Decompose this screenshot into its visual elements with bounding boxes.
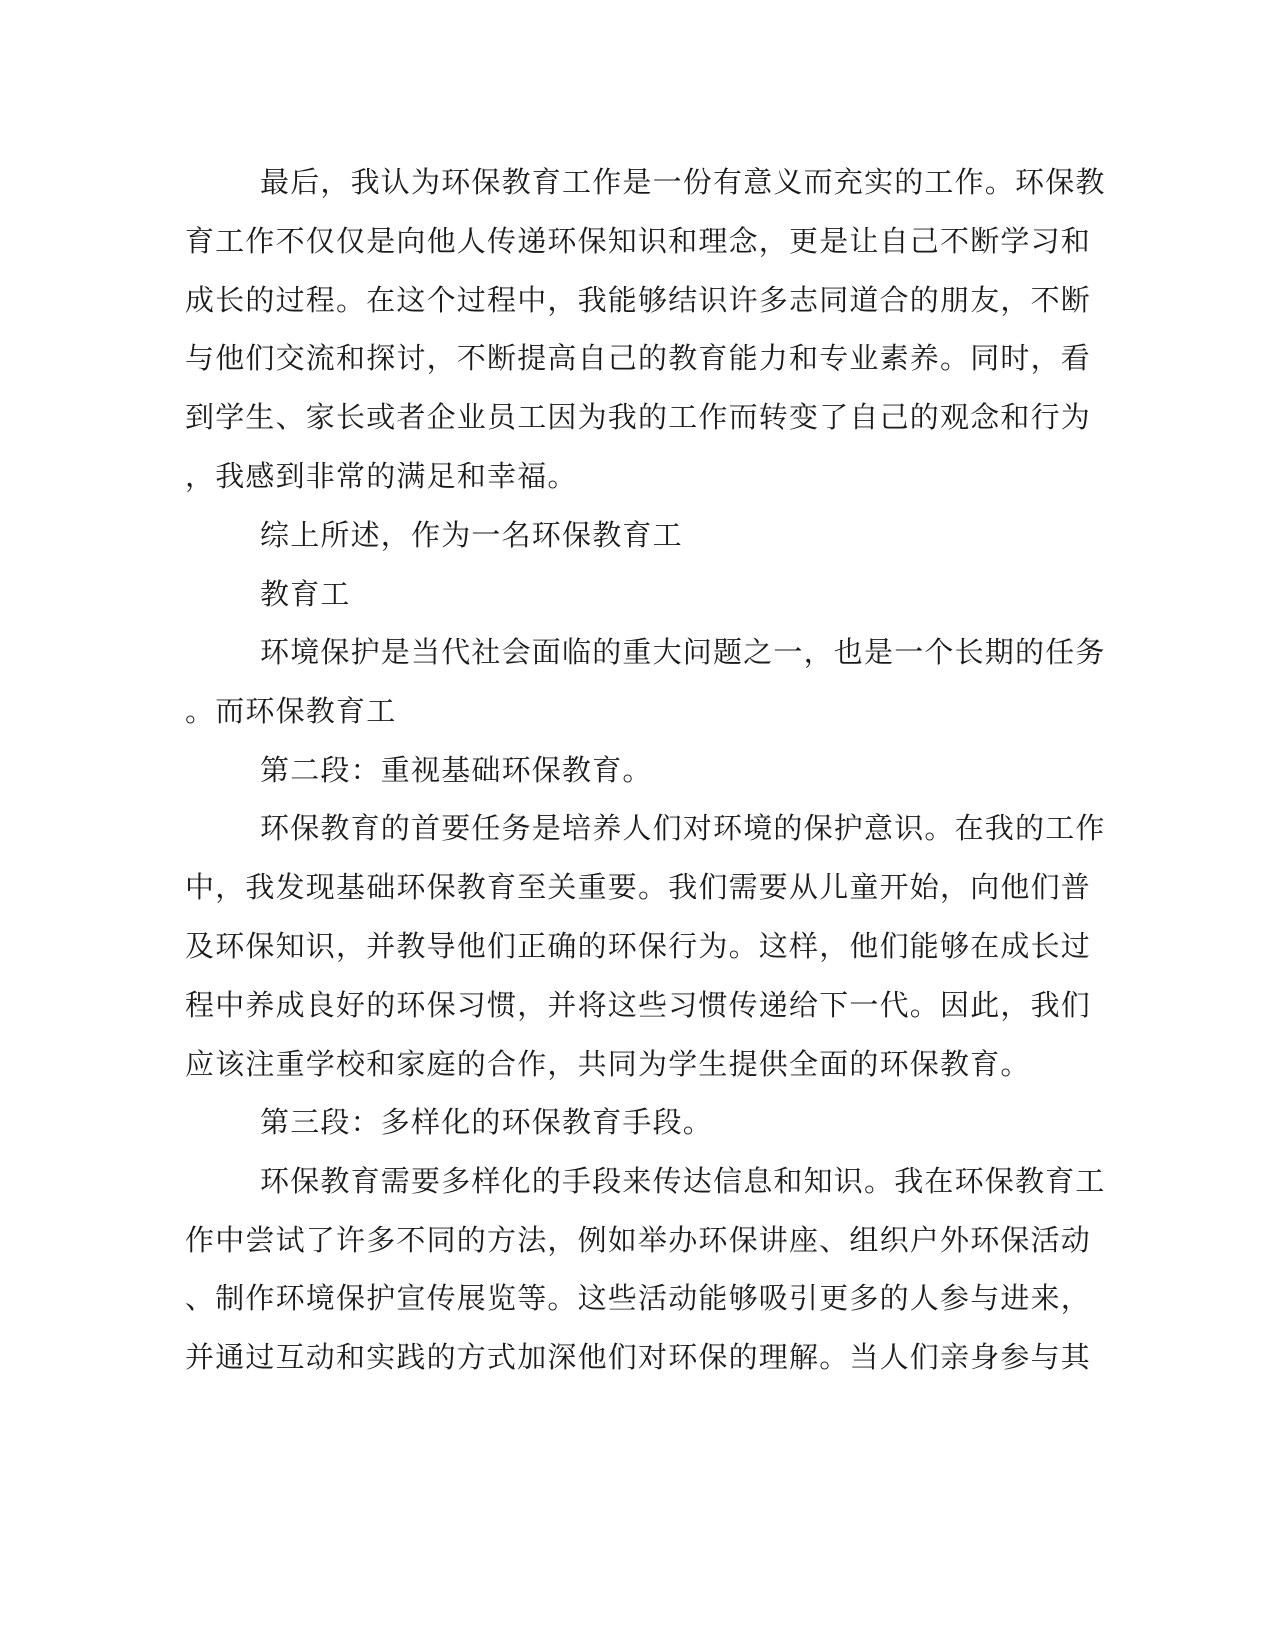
text-line: 最后，我认为环保教育工作是一份有意义而充实的工作。环保教 bbox=[260, 165, 1106, 199]
text-line: ，我感到非常的满足和幸福。 bbox=[185, 459, 578, 493]
text-line: 应该注重学校和家庭的合作，共同为学生提供全面的环保教育。 bbox=[185, 1047, 1031, 1081]
text-line: 作中尝试了许多不同的方法，例如举办环保讲座、组织户外环保活动 bbox=[185, 1223, 1092, 1257]
text-line: 、制作环境保护宣传展览等。这些活动能够吸引更多的人参与进来， bbox=[185, 1281, 1092, 1315]
text-line: 教育工 bbox=[260, 577, 351, 611]
text-line: 综上所述，作为一名环保教育工 bbox=[260, 518, 683, 552]
text-line: 与他们交流和探讨，不断提高自己的教育能力和专业素养。同时，看 bbox=[185, 341, 1092, 375]
text-line: 环保教育需要多样化的手段来传达信息和知识。我在环保教育工 bbox=[260, 1164, 1106, 1198]
text-line: 及环保知识，并教导他们正确的环保行为。这样，他们能够在成长过 bbox=[185, 929, 1092, 963]
text-line: 环保教育的首要任务是培养人们对环境的保护意识。在我的工作 bbox=[260, 811, 1106, 845]
text-line: 成长的过程。在这个过程中，我能够结识许多志同道合的朋友，不断 bbox=[185, 283, 1092, 317]
section-heading: 第三段：多样化的环保教育手段。 bbox=[260, 1105, 714, 1139]
section-heading: 第二段：重视基础环保教育。 bbox=[260, 753, 653, 787]
text-line: 。而环保教育工 bbox=[185, 694, 397, 728]
text-line: 程中养成良好的环保习惯，并将这些习惯传递给下一代。因此，我们 bbox=[185, 988, 1092, 1022]
text-line: 环境保护是当代社会面临的重大问题之一，也是一个长期的任务 bbox=[260, 635, 1106, 669]
text-line: 到学生、家长或者企业员工因为我的工作而转变了自己的观念和行为 bbox=[185, 400, 1092, 434]
text-line: 中，我发现基础环保教育至关重要。我们需要从儿童开始，向他们普 bbox=[185, 870, 1092, 904]
text-line: 育工作不仅仅是向他人传递环保知识和理念，更是让自己不断学习和 bbox=[185, 224, 1092, 258]
text-line: 并通过互动和实践的方式加深他们对环保的理解。当人们亲身参与其 bbox=[185, 1340, 1092, 1374]
